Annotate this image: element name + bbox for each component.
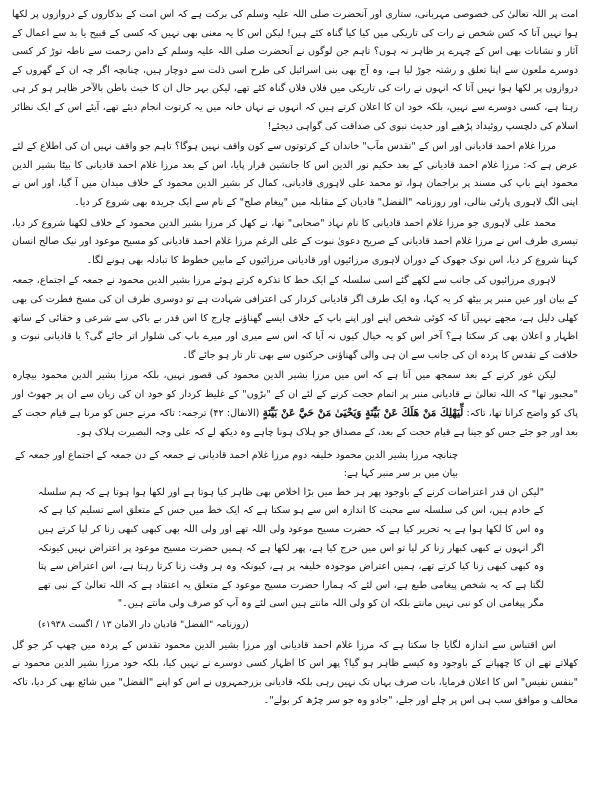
quote-source: (روزنامہ "الفضل" قادیان دار الامان ۱۳ / اگست ۱۹۳۸ء) — [38, 619, 249, 630]
paragraph-2: مرزا غلام احمد قادیانی اور اس کے "تقدس مآب" خاندان کے کرتوتوں سے کون واقف نہیں ہوگا؟ تاہم جو واقف نہیں ان کی اطلاع کے لئے عرض ہے کہ: مرزا غلام احمد قادیانی کے بعد حکیم نور الدین اس کا جانشین قرار پایا، اس کے بعد مرزا غلام احمد قادیانی کا بیٹا بشیر الدین محمود اپنے باپ کی مسند پر براجمان ہوا، تو محمد علی لاہوری قادیانی، کمال کر بشیر الدین محمود کے خلاف میدان میں آ گیا، اور اس نے اپنی الگ لاہوری پارٹی بنالی، اور روزنامہ "الفضل" قادیان کے مقابلہ میں "پیغام صلح" کے نام سے ایک جریدہ بھی شروع کر دیا۔ — [12, 141, 578, 208]
paragraph-4: لاہوری مرزائیوں کی جانب سے لکھے گئے اسی سلسلہ کے ایک خط کا تذکرہ کرتے ہوئے مرزا بشیر الدین محمود نے جمعہ کے اجتماع، جمعہ کے بیان اور عین منبر پر بیٹھ کر یہ کہا، وہ ایک طرف اگر قادیانی کردار کی اعترافی شہادت ہے تو دوسری طرف ان کی مسخ فطرت کی بھی کھلی دلیل ہے، مجھے نہیں آتا کہ کوئی شخص اپنے اور اپنے باپ کے خلاف ایسے گھناؤنے چارج کا اس قدر بے باکی سے شرعی و حقائی کے ساتھ اظہار و اعلان بھی کر سکتا ہے؟ آخر اس کو یہ خیال کیوں نہ آیا کہ اس سے میری اور میرے باپ کی شلوار اتر جائے گی؟ یا قادیانی نبوت و خلافت کے تقدس کا پردہ ان کی جانب سے ان ہی والی گھناؤنی حرکتوں سے بھی تار تار ہو جائے گا۔ — [12, 275, 578, 361]
verse-reference: (الانفال: ۴۲) — [209, 408, 260, 420]
paragraph-1: امت پر اللہ تعالیٰ کی خصوصی مہربانی، ستاری اور آنحضرت صلی اللہ علیہ وسلم کی برکت ہے کہ اس امت کے بدکاروں کے دروازوں پر لکھا ہوا نہیں آتا کہ کس شخص نے رات کی تاریکی میں کیا کیا گناہ کئے ہیں! لیکن اس کا یہ معنی بھی نہیں کہ کسی کے قبیح یا بد سے اعمال کے آثار و نشانات بھی اس کے چہرے پر ظاہر نہ ہوں؟ تاہم جن لوگوں نے آنحضرت صلی اللہ علیہ وسلم کے دامن رحمت سے ناطہ توڑ کر کسی دوسرے ملعون سے اپنا تعلق و رشتہ جوڑ لیا ہے، وہ آج بھی بنی اسرائیل کی طرح اسی ذلت سے دوچار ہیں، چنانچہ اگر چہ ان کے گھروں کے دروازوں پر لکھا ہوا نہیں آتا کہ انہوں نے رات کی تاریکی میں فلاں فلاں گناہ کئے تھے، لیکن بہر حال ان کا خبث باطن بالآخر ظاہر ہو کر ہی رہتا ہے، کسی دوسرے سے نہیں، بلکہ خود ان کا اعلان کرتے ہیں کہ انہوں نے نہاں خانہ میں یہ کرتوت انجام دیئے تھے، آیئے اس کے ایک نظائر اسلام کی دلچسپ روئیداد پڑھیے اور حدیث نبوی کی صداقت کی گواہی دیجئے! — [12, 9, 578, 132]
paragraph-8: اس اقتباس سے اندازہ لگایا جا سکتا ہے کہ مرزا غلام احمد قادیانی اور مرزا بشیر الدین محمود تقدس کے پردہ میں چھپ کر جو گل کھلاتے تھے ان کا چھپانے کے باوجود وہ کیسے ظاہر ہو گیا؟ پھر اس کا اظہار کسی دوسرے نے نہیں کیا، بلکہ خود مرزا بشیر الدین محمود نے "بنفس نفیس" اس کا اعلان فرمایا، بات صرف یہاں تک نہیں رہی بلکہ قادیانی بزرجمہروں نے اس کو اپنے "الفضل" میں شائع بھی کر دیا، تاکہ مخالف و موافق سب ہی اس پر چلے اور جلے، "جادو وہ جو سر چڑھ کر بولے"۔ — [12, 639, 578, 707]
paragraph-5-text: لیکن غور کرنے کے بعد سمجھ میں آتا ہے کہ اس میں مرزا بشیر الدین محمود کی قصور نہیں، بلکہ مرزا بشیر الدین محمود بیچارہ "مجبور تھا" کہ اللہ تعالیٰ نے قادیانی منبر پر اتمام حجت کرنے کے لئے ان کے "بڑوں" کے غلیظ کردار کو خود ان کی زبان سے ان پر جھوٹ اور پاک کو واضح کرانا تھا، تاکہ: — [12, 370, 578, 420]
quoted-statement: "لیکن ان قدر اعتراضات کرنے کے باوجود پھر ہر خط میں بڑا اخلاص بھی ظاہر کیا ہوتا ہے اور لکھا ہوا ہوتا ہے کہ ہم سلسلہ کے خادم ہیں، اس کی سلسلہ سے محبت کا اندازہ اس سے ہو سکتا ہے کہ ایک خط میں جس کے متعلق اسے تسلیم کیا ہے کہ وہ اس کا لکھا ہوا ہے یہ تحریر کیا ہے کہ حضرت مسیح موعود ولی اللہ تھے اور ولی اللہ بھی کبھی کبھی زنا کر لیا کرتے ہیں اگر انہوں نے کبھی کبھار زنا کر لیا تو اس میں حرج کیا ہے، پھر لکھا ہے کہ ہمیں حضرت مسیح موعود پر اعتراض نہیں کیونکہ وہ کبھی کبھی زنا کیا کرتے تھے، ہمیں اعتراض موجودہ خلیفہ پر ہے، کیونکہ وہ ہر وقت زنا کرتا رہتا ہے، اس اعتراض سے پتا لگتا ہے کہ یہ شخص پیغامی طبع ہے، اس لئے کہ ہمارا حضرت مسیح موعود کے متعلق یہ اعتقاد ہے کہ اللہ تعالیٰ کے نبی تھے مگر پیغامی ان کو نبی نہیں مانتے بلکہ ان کو ولی اللہ مانتے ہیں اسی لئے وہ آپ کو صرف ولی مانتے ہیں۔" — [38, 486, 544, 610]
paragraph-5 — [12, 367, 578, 442]
quote-intro: چنانچہ مرزا بشیر الدین محمود خلیفہ دوم مرزا غلام احمد قادیانی نے جمعہ کے دن جمعہ کے اجتماع اور جمعہ کے بیان میں بر سر منبر کہا ہے: — [15, 449, 458, 480]
paragraph-3: محمد علی لاہوری جو مرزا غلام احمد قادیانی کا نام نہاد "صحابی" تھا، نے کھل کر مرزا بشیر الدین محمود کے خلاف لکھنا شروع کر دیا، تیسری طرف اس نے مرزا غلام احمد قادیانی کے صریح دعویٰ نبوت کے علی الرغم مرزا غلام احمد قادیانی کو مسیح موعود اور نیک صالح انسان کہنا شروع کر دیا، اس نوک جھوک کے دوران لاہوری مرزائیوں اور قادیانی مرزائیوں کے مابین خطوط کا تبادلہ بھی ہونے لگا۔ — [12, 217, 578, 266]
paragraph-6-text: ترجمہ: تاکہ مرنے جس کو مرنا ہے قیام حجت کے بعد اور جو جئے جس کو جینا ہے قیام حجت کے بعد، کے مصداق جو ہلاک ہونا چاہے وہ دیکھ لے کہ علی وجہ البصیرت ہلاک ہو۔ — [12, 408, 578, 439]
quran-verse: لِّيَهْلِكَ مَنْ هَلَكَ عَنْ بَيِّنَةٍ وَيَحْيَىٰ مَنْ حَيَّ عَنْ بَيِّنَةٍ — [262, 407, 464, 420]
